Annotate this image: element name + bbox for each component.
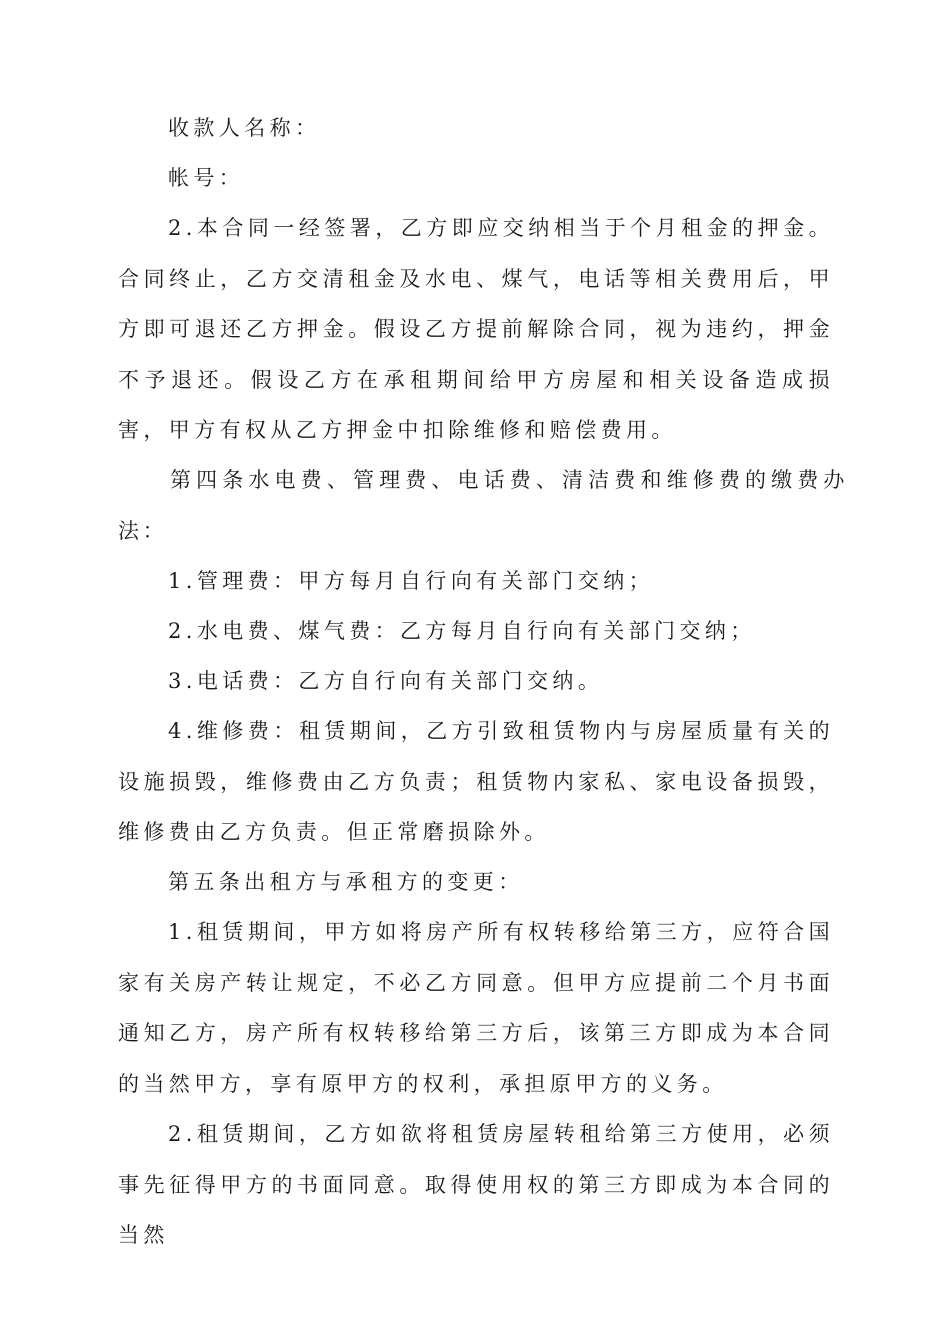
account-number-line: 帐号：	[168, 166, 245, 190]
deposit-clause: 2.本合同一经签署，乙方即应交纳相当于个月租金的押金。合同终止，乙方交清租金及水电、煤气，电话等相关费用后，甲方即可退还乙方押金。假设乙方提前解除合同，视为违约，押金不予退还。假设乙方在承租期间给甲方房屋和相关设备造成损害，甲方有权从乙方押金中扣除维修和赔偿费用。	[118, 216, 834, 442]
utility-fee-clause: 2.水电费、煤气费：乙方每月自行向有关部门交纳；	[168, 619, 756, 643]
sublease-clause: 2.租赁期间，乙方如欲将租赁房屋转租给第三方使用，必须事先征得甲方的书面同意。取得使用权的第三方即成为本合同的当然	[118, 1122, 834, 1247]
phone-fee-clause: 3.电话费：乙方自行向有关部门交纳。	[168, 669, 604, 693]
payee-name-line: 收款人名称：	[168, 116, 321, 140]
article-five-heading: 第五条出租方与承租方的变更：	[168, 870, 524, 894]
article-four-heading: 第四条水电费、管理费、电话费、清洁费和维修费的缴费办法：	[118, 468, 848, 543]
management-fee-clause: 1.管理费：甲方每月自行向有关部门交纳；	[168, 569, 655, 593]
repair-fee-clause: 4.维修费：租赁期间，乙方引致租赁物内与房屋质量有关的设施损毁，维修费由乙方负责；租赁物内家私、家电设备损毁，维修费由乙方负责。但正常磨损除外。	[118, 719, 834, 844]
ownership-transfer-clause: 1.租赁期间，甲方如将房产所有权转移给第三方，应符合国家有关房产转让规定，不必乙方同意。但甲方应提前二个月书面通知乙方，房产所有权转移给第三方后，该第三方即成为本合同的当然甲方，享有原甲方的权利，承担原甲方的义务。	[118, 920, 834, 1096]
